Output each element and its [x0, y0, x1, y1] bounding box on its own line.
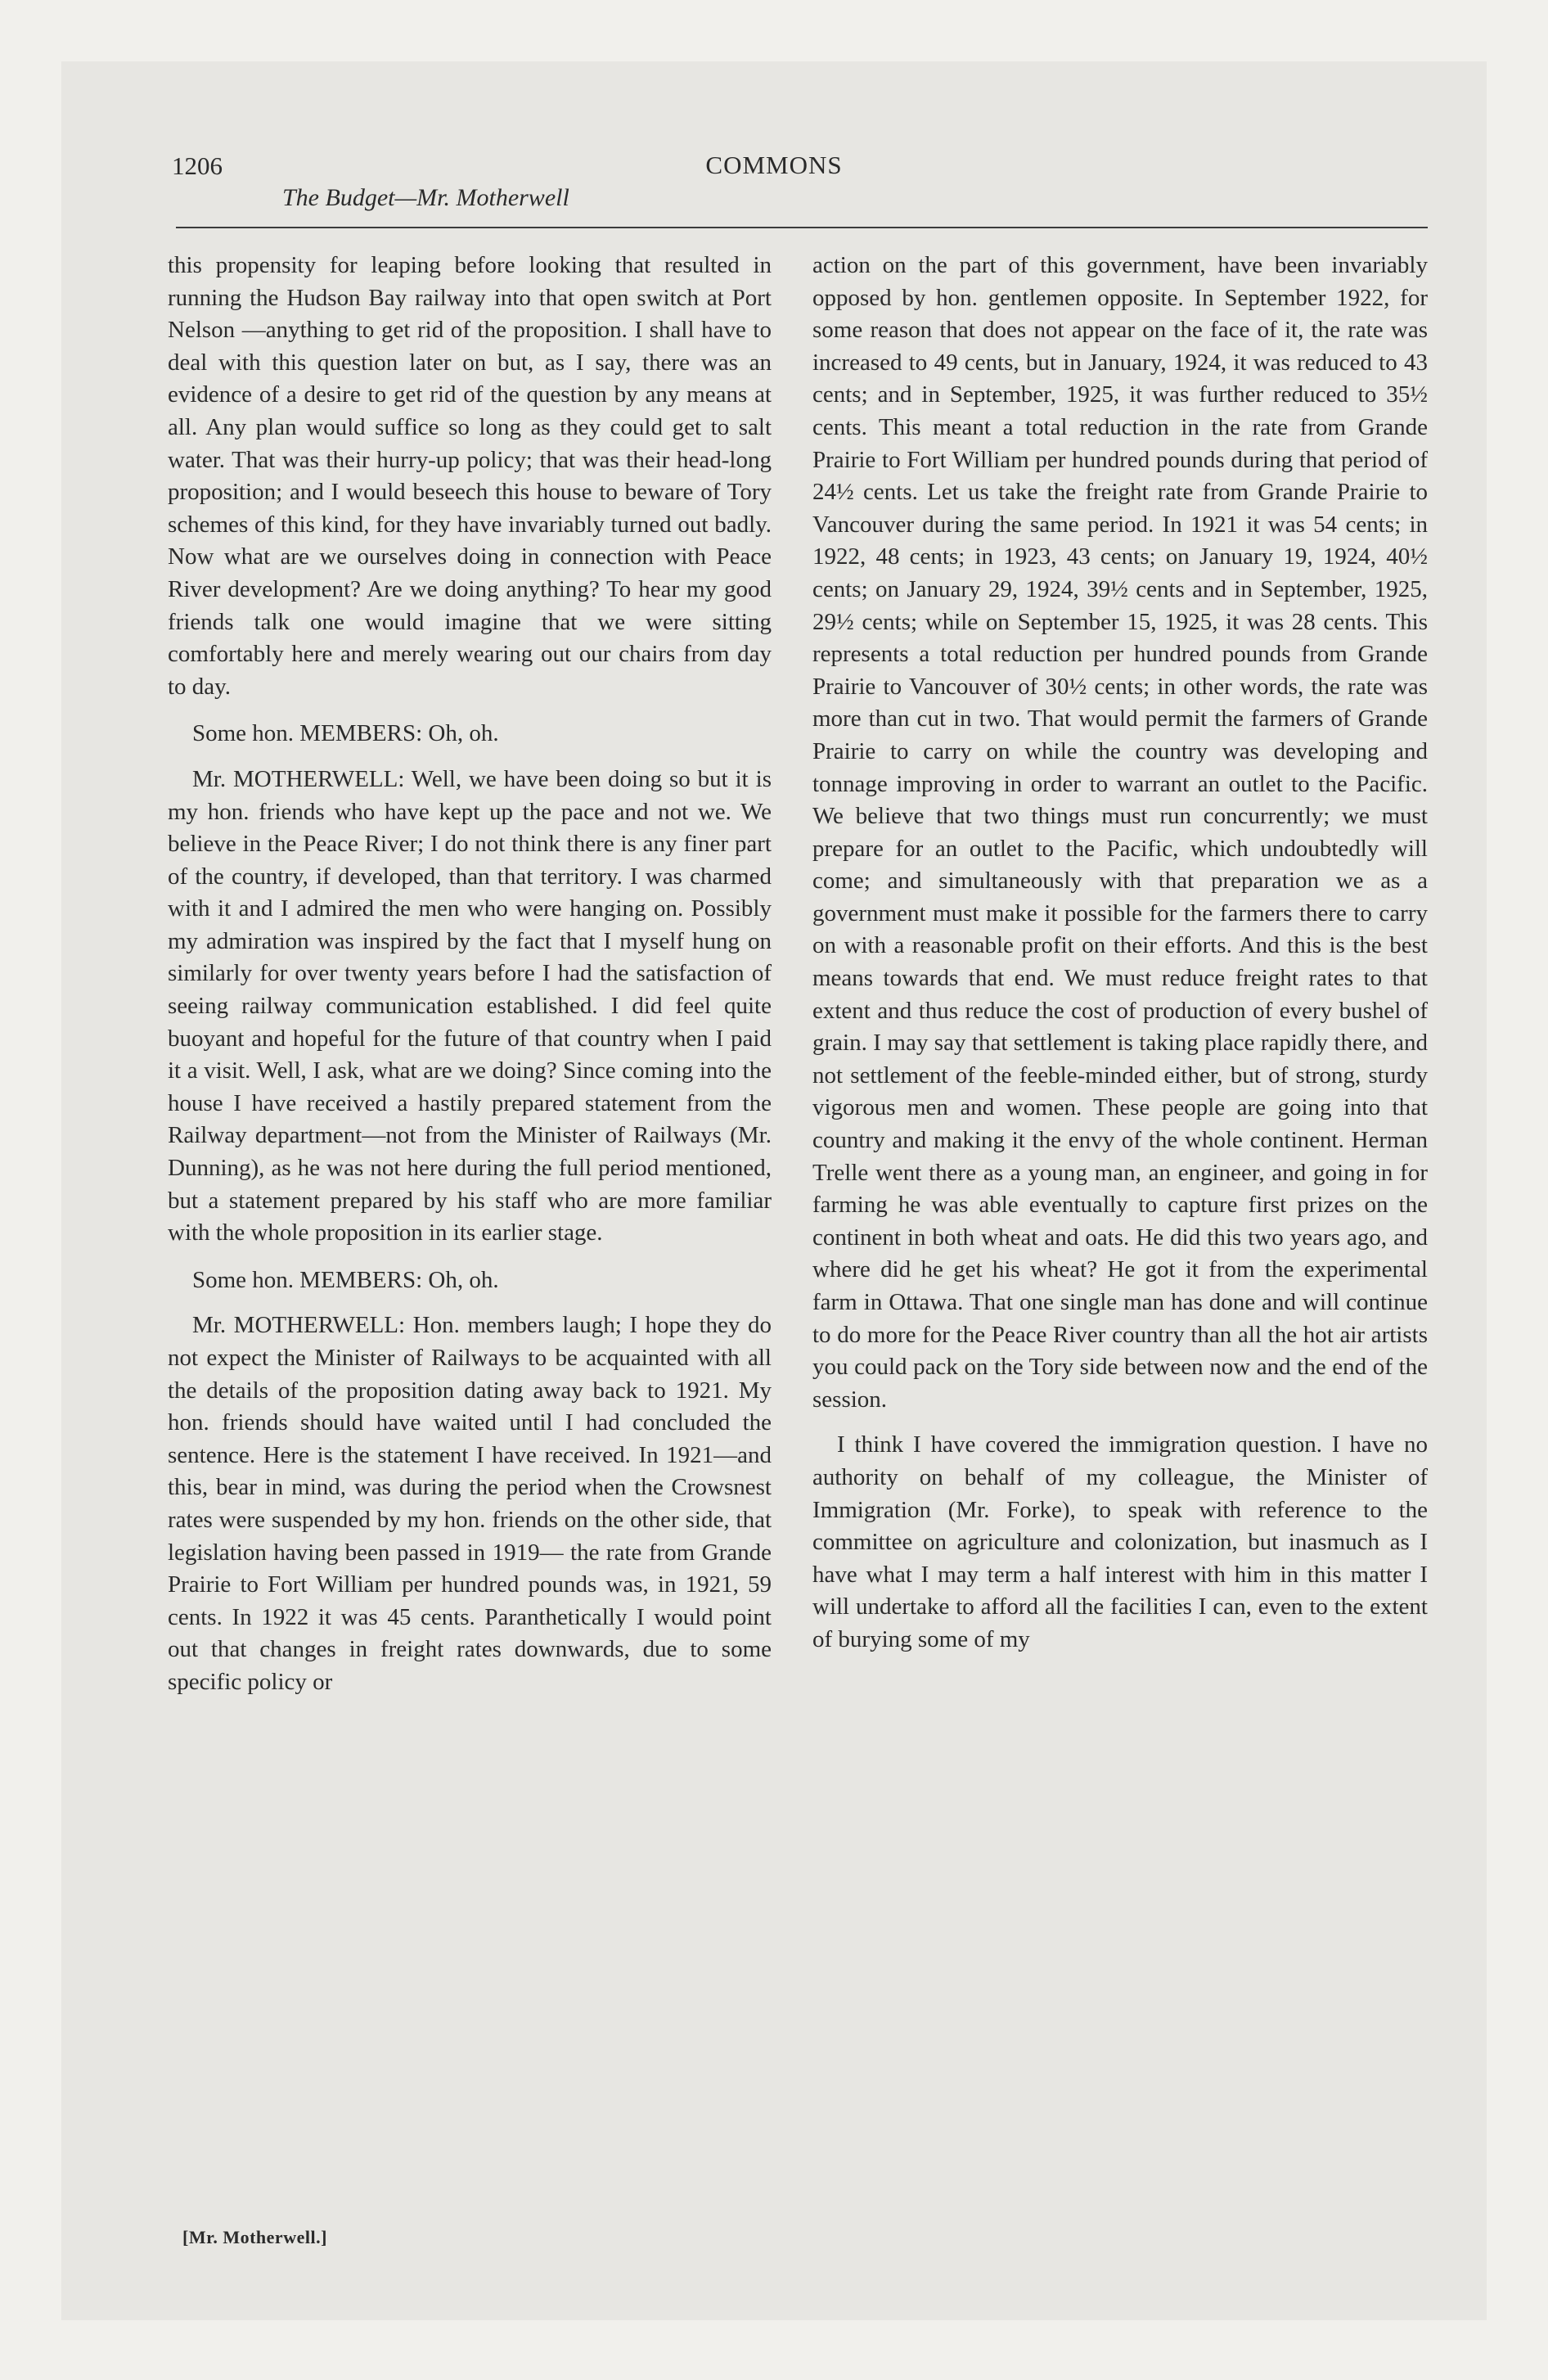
running-subtitle: The Budget—Mr. Motherwell — [282, 184, 569, 211]
left-paragraph-1: this propensity for leaping before looking that resulted in running the Hudson Bay railway into that open switch at Port Nelson —anything to get rid of the proposition. I shall have to deal with this question later on but, as I say, there was an evidence of a desire to get rid of the question by any means at all. Any plan would suffice so long as they could get to salt water. That was their hurry-up policy; that was their head-long proposition; and I would beseech this house to beware of Tory schemes of this kind, for they have invariably turned out badly. Now what are we ourselves doing in connection with Peace River development? Are we doing anything? To hear my good friends talk one would imagine that we were sitting comfortably here and merely wearing out our chairs from day to day. — [168, 252, 772, 700]
section-title: COMMONS — [705, 151, 843, 179]
right-paragraph-2: I think I have covered the immigration question. I have no authority on behalf of my colleague, the Minister of Immigration (Mr. Forke), to speak with reference to the committee on agriculture and colonization, but inasmuch as I have what I may term a half interest with him in this matter I will undertake to afford all the facilities I can, even to the extent of burying some of my — [812, 1431, 1428, 1652]
page-number: 1206 — [172, 151, 223, 180]
header-rule — [176, 227, 1428, 228]
speaker-footnote: [Mr. Motherwell.] — [182, 2227, 327, 2247]
left-column — [168, 250, 772, 1699]
interjection-members-2: Some hon. MEMBERS: Oh, oh. — [192, 1266, 499, 1293]
right-paragraph-1: action on the part of this government, have been invariably opposed by hon. gentlemen opposite. In September 1922, for some reason that does not appear on the face of it, the rate was increased to 49 cents, but in January, 1924, it was reduced to 43 cents; and in September, 1925, it was further reduced to 35½ cents. This meant a total reduction in the rate from Grande Prairie to Fort William per hundred pounds during that period of 24½ cents. Let us take the freight rate from Grande Prairie to Vancouver during the same period. In 1921 it was 54 cents; in 1922, 48 cents; in 1923, 43 cents; on January 19, 1924, 40½ cents; on January 29, 1924, 39½ cents and in September, 1925, 29½ cents; while on September 15, 1925, it was 28 cents. This represents a total reduction per hundred pounds from Grande Prairie to Vancouver of 30½ cents; in other words, the rate was more than cut in two. That would permit the farmers of Grande Prairie to carry on while the country was developing and tonnage improving in order to warrant an outlet to the Pacific. We believe that two things must run concurrently; we must prepare for an outlet to the Pacific, which undoubtedly will come; and simultaneously with that preparation we as a government must make it possible for the farmers there to carry on with a reasonable profit on their efforts. And this is the best means towards that end. We must reduce freight rates to that extent and thus reduce the cost of production of every bushel of grain. I may say that settlement is taking place rapidly there, and not settlement of the feeble-minded either, but of strong, sturdy vigorous men and women. These people are going into that country and making it the envy of the whole continent. Herman Trelle went there as a young man, an engineer, and going in for farming he was able eventually to capture first prizes on the continent in both wheat and oats. He did this two years ago, and where did he get his wheat? He got it from the experimental farm in Ottawa. That one single man has done and will continue to do more for the Peace River country than all the hot air artists you could pack on the Tory side between now and the end of the session. — [812, 252, 1428, 1413]
interjection-members-1: Some hon. MEMBERS: Oh, oh. — [192, 720, 499, 747]
left-paragraph-3: Mr. MOTHERWELL: Hon. members laugh; I hope they do not expect the Minister of Railways to be acquainted with all the details of the proposition dating away back to 1921. My hon. friends should have waited until I had concluded the sentence. Here is the statement I have received. In 1921—and this, bear in mind, was during the period when the Crowsnest rates were suspended by my hon. friends on the other side, that legislation having been passed in 1919— the rate from Grande Prairie to Fort William per hundred pounds was, in 1921, 59 cents. In 1922 it was 45 cents. Paranthetically I would point out that changes in freight rates downwards, due to some specific policy or — [168, 1312, 772, 1695]
right-column — [812, 250, 1428, 1657]
left-paragraph-2: Mr. MOTHERWELL: Well, we have been doing so but it is my hon. friends who have kept up the pace and not we. We believe in the Peace River; I do not think there is any finer part of the country, if developed, than that territory. I was charmed with it and I admired the men who were hanging on. Possibly my admiration was inspired by the fact that I myself hung on similarly for over twenty years before I had the satisfaction of seeing railway communication established. I did feel quite buoyant and hopeful for the future of that country when I paid it a visit. Well, I ask, what are we doing? Since coming into the house I have received a hastily prepared statement from the Railway department—not from the Minister of Railways (Mr. Dunning), as he was not here during the full period mentioned, but a statement prepared by his staff who are more familiar with the whole proposition in its earlier stage. — [168, 765, 772, 1246]
